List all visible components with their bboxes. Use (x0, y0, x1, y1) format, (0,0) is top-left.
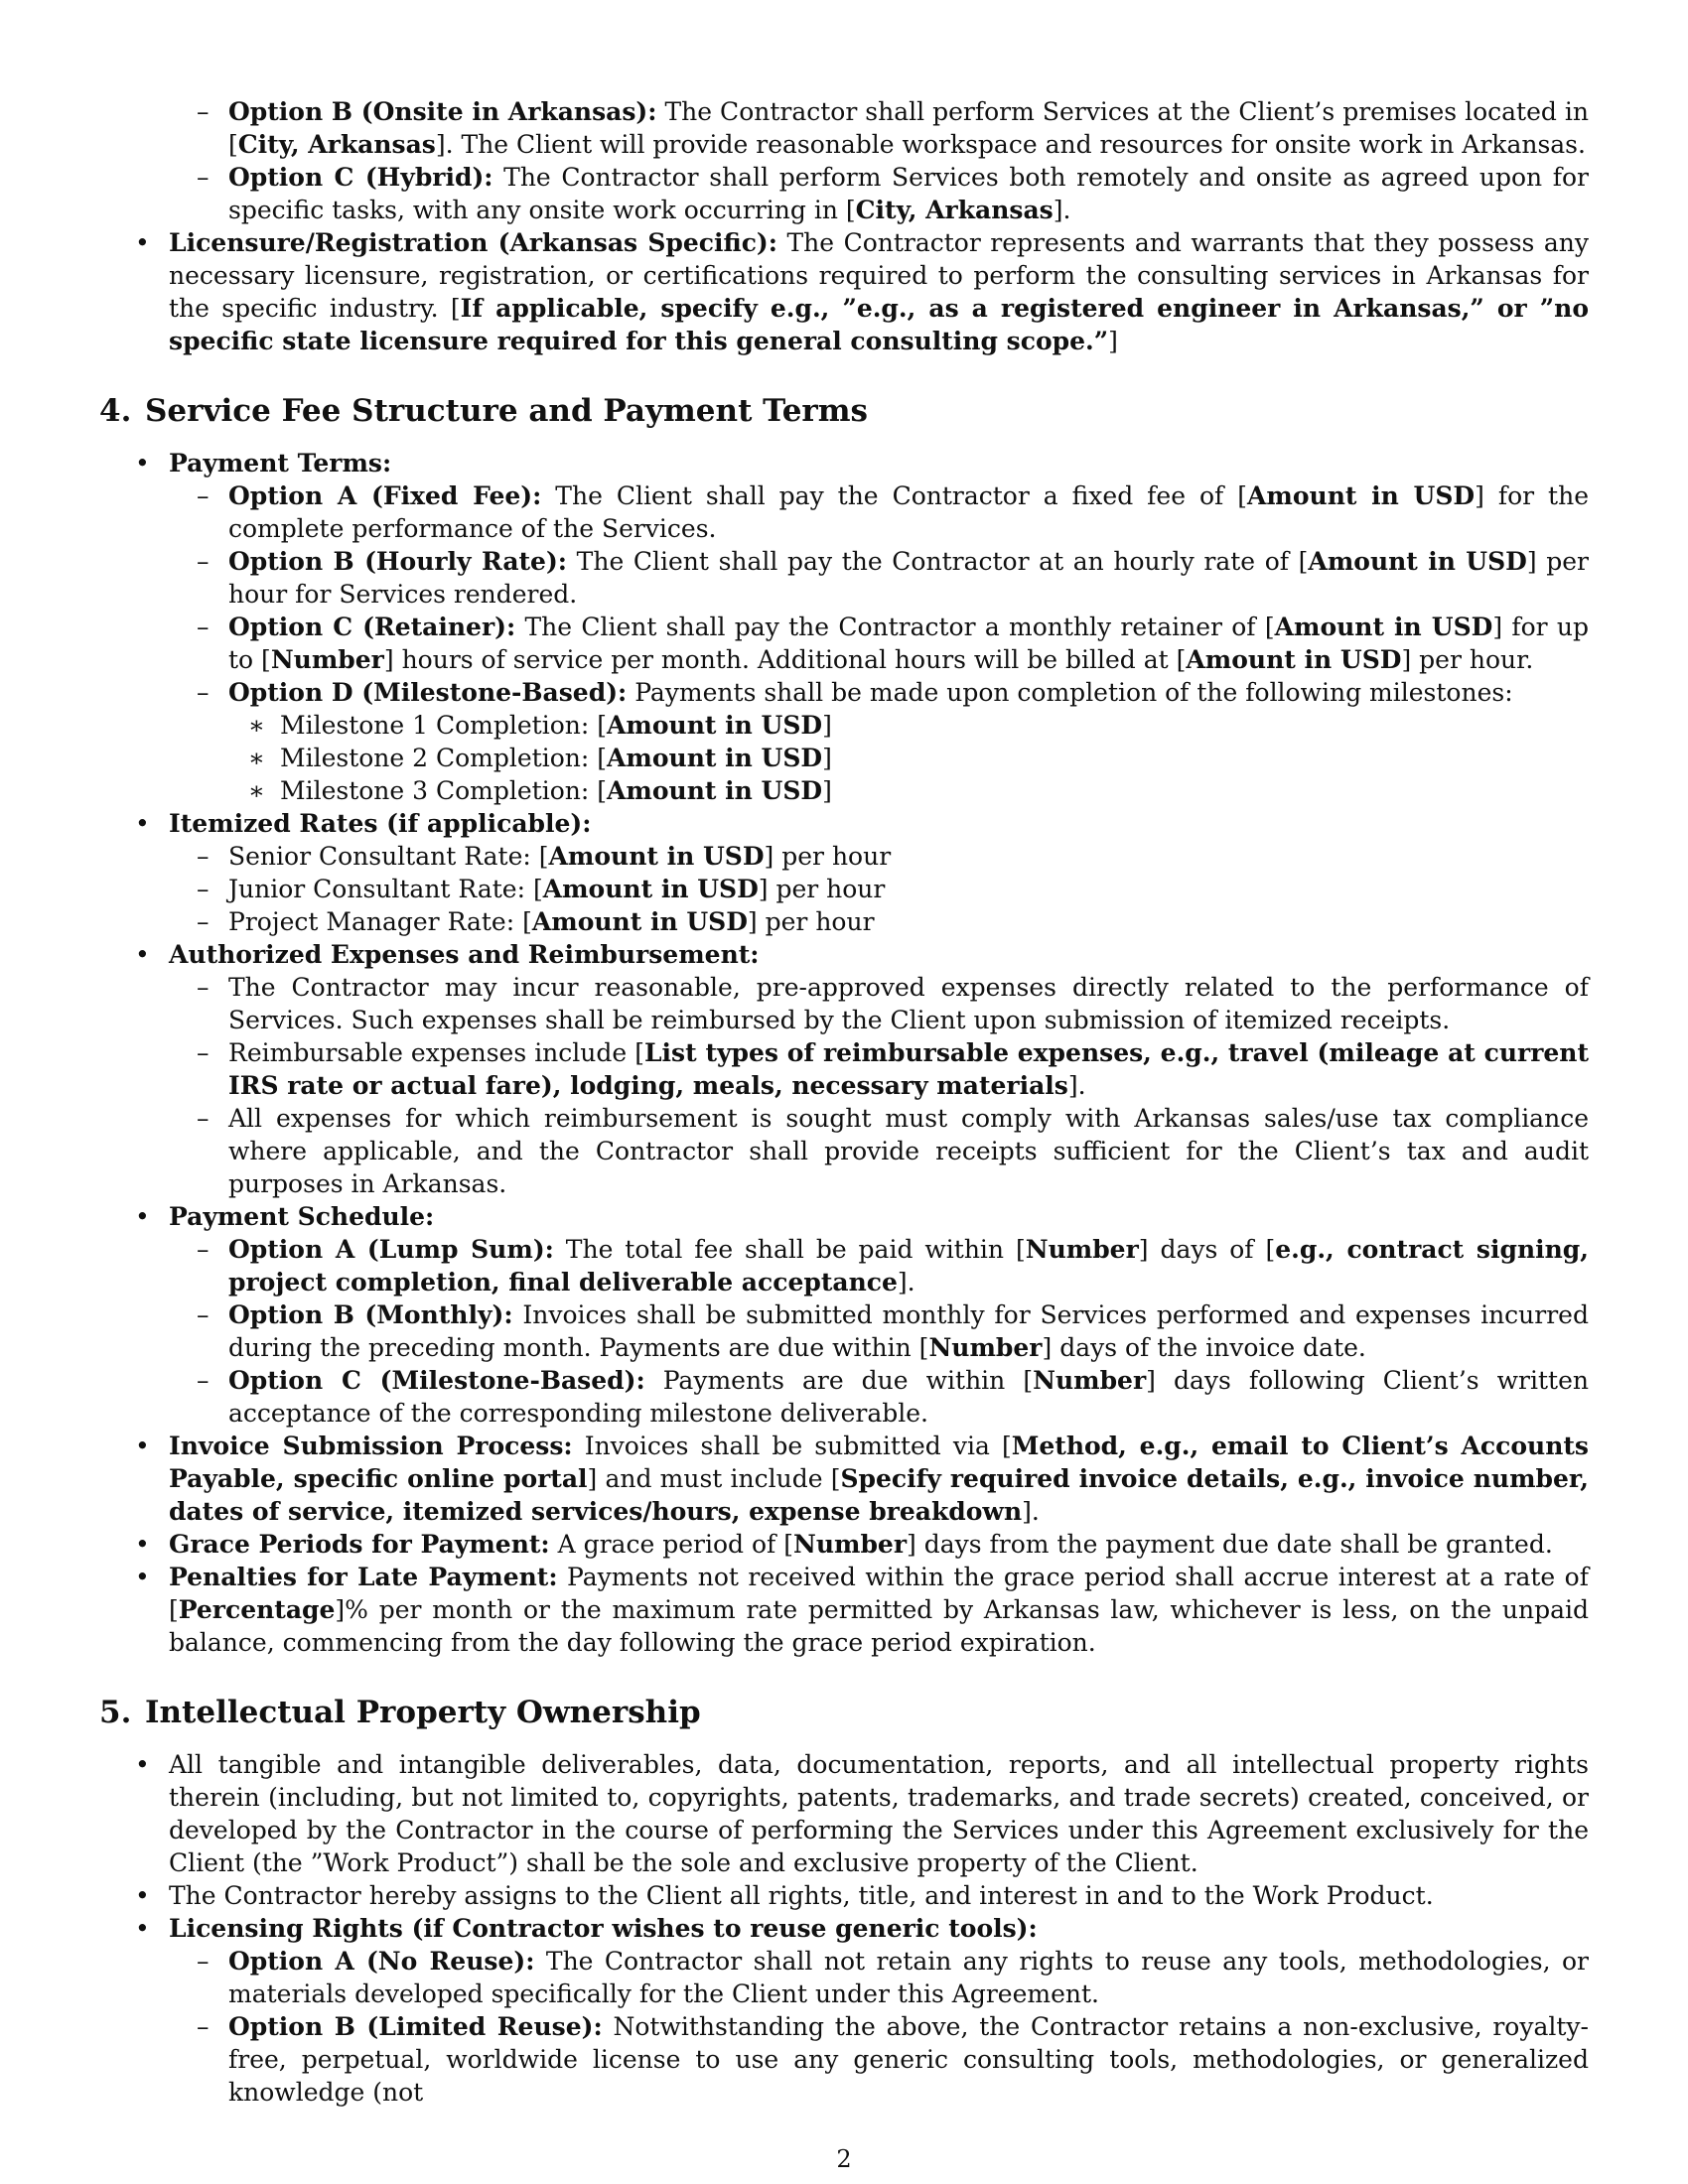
page-number: 2 (836, 2145, 852, 2173)
section-5-list (99, 1748, 1589, 2109)
payment-terms-item: • Payment Terms: – Option A (Fixed Fee): The Client shall pay the Contractor a fixed fee of [Amount in USD] for the complete performance of the Services. – Option B (Hourly Rate): The Client shall pay the Contractor at an hourly rate of [Amount in USD] per hour for Services rendered. – Option C (Retainer): The Client shall pay the Contractor a monthly retainer of [Amount in USD] for up to [Number] hours of service per month. Additional hours will be billed at [Amount in USD] per hour. – Option D (Milestone-Based): Payments shall be made upon completion of the following milestones: ∗ Milestone 1 Completion: [Amount in USD] ∗ Milestone 2 Completion: [Amount in USD] ∗ Milestone 3 Completion: [Amount in USD] (99, 447, 1589, 807)
lump-sum-option: – Option A (Lump Sum): The total fee shall be paid within [Number] days of [e.g., contract signing, project completion, final deliverable acceptance]. (99, 1233, 1589, 1298)
placeholder: City, Arkansas (855, 196, 1054, 224)
milestone-item: ∗ Milestone 2 Completion: [Amount in USD] (99, 742, 1589, 774)
milestone-schedule-option: – Option C (Milestone-Based): Payments are due within [Number] days following Client’s written acceptance of the corresponding milestone deliverable. (99, 1364, 1589, 1430)
payment-schedule-item: • Payment Schedule: – Option A (Lump Sum): The total fee shall be paid within [Number] days of [e.g., contract signing, project completion, final deliverable acceptance]. – Option B (Monthly): Invoices shall be submitted monthly for Services performed and expenses incurred during the preceding month. Payments are due within [Number] days of the invoice date. – Option C (Milestone-Based): Payments are due within [Number] days following Client’s written acceptance of the corresponding milestone deliverable. (99, 1200, 1589, 1430)
expense-clause: – All expenses for which reimbursement is sought must comply with Arkansas sales/use tax compliance where applicable, and the Contractor shall provide receipts sufficient for the Client’s tax and audit purposes in Arkansas. (99, 1102, 1589, 1200)
placeholder: If applicable, specify e.g., ”e.g., as a registered engineer in Arkansas,” or ”no specific state licensure required for this general consulting scope.” (169, 294, 1589, 355)
invoice-item: • Invoice Submission Process: Invoices shall be submitted via [Method, e.g., email to Client’s Accounts Payable, specific online portal] and must include [Specify required invoice details, e.g., invoice number, dates of service, itemized services/hours, expense breakdown]. (99, 1430, 1589, 1528)
section-3-continuation (99, 95, 1589, 357)
expense-clause: – Reimbursable expenses include [List types of reimbursable expenses, e.g., travel (mileage at current IRS rate or actual fare), lodging, meals, necessary materials]. (99, 1036, 1589, 1102)
milestone-option: – Option D (Milestone-Based): Payments shall be made upon completion of the following milestones: ∗ Milestone 1 Completion: [Amount in USD] ∗ Milestone 2 Completion: [Amount in USD] ∗ Milestone 3 Completion: [Amount in USD] (99, 676, 1589, 807)
section-4-heading: 4. Service Fee Structure and Payment Terms (99, 393, 869, 429)
work-product-clause: • All tangible and intangible deliverables, data, documentation, reports, and all intellectual property rights therein (including, but not limited to, copyrights, patents, trademarks, and trade secrets) created, conceived, or developed by the Contractor in the course of performing the Services under this Agreement exclusively for the Client (the ”Work Product”) shall be the sole and exclusive property of the Client. (99, 1748, 1589, 1879)
licensing-rights-item: • Licensing Rights (if Contractor wishes to reuse generic tools): – Option A (No Reuse): The Contractor shall not retain any rights to reuse any tools, methodologies, or materials developed specifically for the Client under this Agreement. – Option B (Limited Reuse): Notwithstanding the above, the Contractor retains a non-exclusive, royalty-free, perpetual, worldwide license to use any generic consulting tools, methodologies, or generalized knowledge (not (99, 1912, 1589, 2109)
licensure-item: • Licensure/Registration (Arkansas Specific): The Contractor represents and warrants that they possess any necessary licensure, registration, or certifications required to perform the consulting services in Arkansas for the specific industry. [If applicable, specify e.g., ”e.g., as a registered engineer in Arkansas,” or ”no specific state licensure required for this general consulting scope.”] (99, 226, 1589, 357)
grace-period-item: • Grace Periods for Payment: A grace period of [Number] days from the payment due date shall be granted. (99, 1528, 1589, 1561)
itemized-rates-item: • Itemized Rates (if applicable): – Senior Consultant Rate: [Amount in USD] per hour – Junior Consultant Rate: [Amount in USD] per hour – Project Manager Rate: [Amount in USD] per hour (99, 807, 1589, 938)
section-5-heading: 5. Intellectual Property Ownership (99, 1695, 701, 1730)
late-penalty-item: • Penalties for Late Payment: Payments not received within the grace period shall accrue interest at a rate of [Percentage]% per month or the maximum rate permitted by Arkansas law, whichever is less, on the unpaid balance, commencing from the day following the grace period expiration. (99, 1561, 1589, 1659)
expenses-item: • Authorized Expenses and Reimbursement: – The Contractor may incur reasonable, pre-approved expenses directly related to the performance of Services. Such expenses shall be reimbursed by the Client upon submission of itemized receipts. – Reimbursable expenses include [List types of reimbursable expenses, e.g., travel (mileage at current IRS rate or actual fare), lodging, meals, necessary materials]. – All expenses for which reimbursement is sought must comply with Arkansas sales/use tax compliance where applicable, and the Contractor shall provide receipts sufficient for the Client’s tax and audit purposes in Arkansas. (99, 938, 1589, 1200)
section-4-list (99, 447, 1589, 1659)
milestone-item: ∗ Milestone 1 Completion: [Amount in USD] (99, 709, 1589, 742)
limited-reuse-option: – Option B (Limited Reuse): Notwithstanding the above, the Contractor retains a non-exclusive, royalty-free, perpetual, worldwide license to use any generic consulting tools, methodologies, or generalized knowledge (not (99, 2010, 1589, 2109)
onsite-option-item: – Option B (Onsite in Arkansas): The Contractor shall perform Services at the Client’s premises located in [City, Arkansas]. The Client will provide reasonable workspace and resources for onsite work in Arkansas. (99, 95, 1589, 161)
placeholder: City, Arkansas (237, 130, 436, 159)
milestone-item: ∗ Milestone 3 Completion: [Amount in USD] (99, 774, 1589, 807)
rate-item: – Junior Consultant Rate: [Amount in USD] per hour (99, 873, 1589, 905)
no-reuse-option: – Option A (No Reuse): The Contractor shall not retain any rights to reuse any tools, methodologies, or materials developed specifically for the Client under this Agreement. (99, 1945, 1589, 2010)
rate-item: – Project Manager Rate: [Amount in USD] per hour (99, 905, 1589, 938)
expense-clause: – The Contractor may incur reasonable, pre-approved expenses directly related to the performance of Services. Such expenses shall be reimbursed by the Client upon submission of itemized receipts. (99, 971, 1589, 1036)
hybrid-option-item: – Option C (Hybrid): The Contractor shall perform Services both remotely and onsite as agreed upon for specific tasks, with any onsite work occurring in [City, Arkansas]. (99, 161, 1589, 226)
retainer-option: – Option C (Retainer): The Client shall pay the Contractor a monthly retainer of [Amount in USD] for up to [Number] hours of service per month. Additional hours will be billed at [Amount in USD] per hour. (99, 611, 1589, 676)
fixed-fee-option: – Option A (Fixed Fee): The Client shall pay the Contractor a fixed fee of [Amount in USD] for the complete performance of the Services. (99, 479, 1589, 545)
document-page (99, 95, 1590, 2107)
monthly-option: – Option B (Monthly): Invoices shall be submitted monthly for Services performed and expenses incurred during the preceding month. Payments are due within [Number] days of the invoice date. (99, 1298, 1589, 1364)
location-options-continued (99, 95, 1589, 226)
rate-item: – Senior Consultant Rate: [Amount in USD] per hour (99, 840, 1589, 873)
hourly-rate-option: – Option B (Hourly Rate): The Client shall pay the Contractor at an hourly rate of [Amount in USD] per hour for Services rendered. (99, 545, 1589, 611)
assignment-clause: • The Contractor hereby assigns to the Client all rights, title, and interest in and to the Work Product. (99, 1879, 1589, 1912)
